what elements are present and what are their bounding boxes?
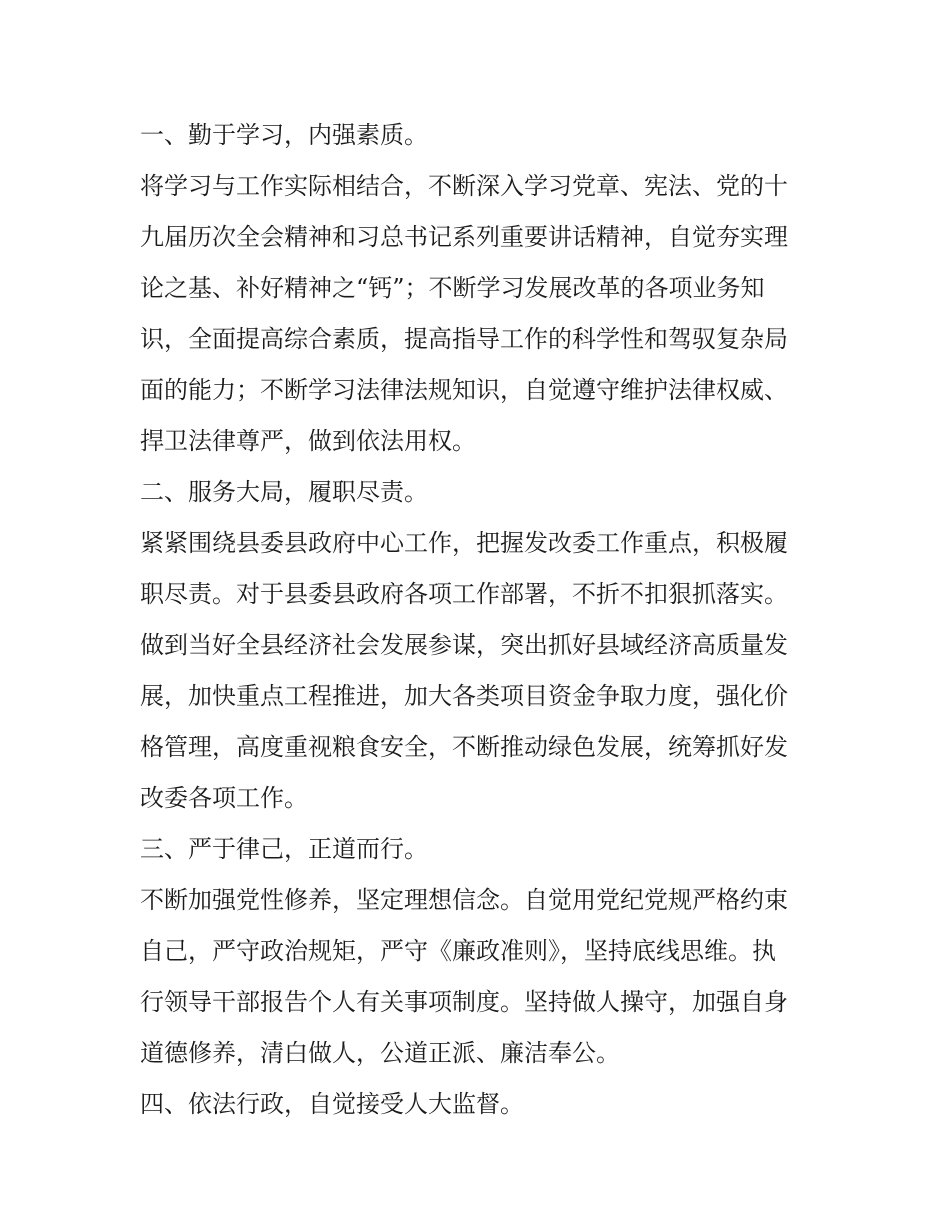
paragraph-line: 职尽责。对于县委县政府各项工作部署，不折不扣狠抓落实。 — [140, 580, 788, 608]
paragraph-line: 紧紧围绕县委县政府中心工作，把握发改委工作重点，积极履 — [140, 529, 788, 557]
paragraph-line: 识，全面提高综合素质，提高指导工作的科学性和驾驭复杂局 — [140, 325, 788, 353]
section-heading-4: 四、依法行政，自觉接受人大监督。 — [140, 1090, 524, 1118]
paragraph-line: 行领导干部报告个人有关事项制度。坚持做人操守，加强自身 — [140, 988, 788, 1016]
paragraph-line: 自己，严守政治规矩，严守《廉政准则》，坚持底线思维。执 — [140, 937, 776, 965]
paragraph-line: 论之基、补好精神之“钙”；不断学习发展改革的各项业务知 — [140, 274, 765, 302]
paragraph-line: 捍卫法律尊严，做到依法用权。 — [140, 427, 476, 455]
section-heading-1: 一、勤于学习，内强素质。 — [140, 121, 428, 149]
paragraph-line: 不断加强党性修养，坚定理想信念。自觉用党纪党规严格约束 — [140, 886, 788, 914]
paragraph-line: 面的能力；不断学习法律法规知识，自觉遵守维护法律权威、 — [140, 376, 788, 404]
paragraph-line: 九届历次全会精神和习总书记系列重要讲话精神，自觉夯实理 — [140, 223, 788, 251]
paragraph-line: 道德修养，清白做人，公道正派、廉洁奉公。 — [140, 1039, 620, 1067]
document-body — [140, 110, 820, 1130]
paragraph-line: 做到当好全县经济社会发展参谋，突出抓好县域经济高质量发 — [140, 631, 788, 659]
paragraph-line: 改委各项工作。 — [140, 784, 308, 812]
section-heading-3: 三、严于律己，正道而行。 — [140, 835, 428, 863]
paragraph-line: 将学习与工作实际相结合，不断深入学习党章、宪法、党的十 — [140, 172, 788, 200]
paragraph-line: 格管理，高度重视粮食安全，不断推动绿色发展，统筹抓好发 — [140, 733, 788, 761]
paragraph-line: 展，加快重点工程推进，加大各类项目资金争取力度，强化价 — [140, 682, 788, 710]
section-heading-2: 二、服务大局，履职尽责。 — [140, 478, 428, 506]
